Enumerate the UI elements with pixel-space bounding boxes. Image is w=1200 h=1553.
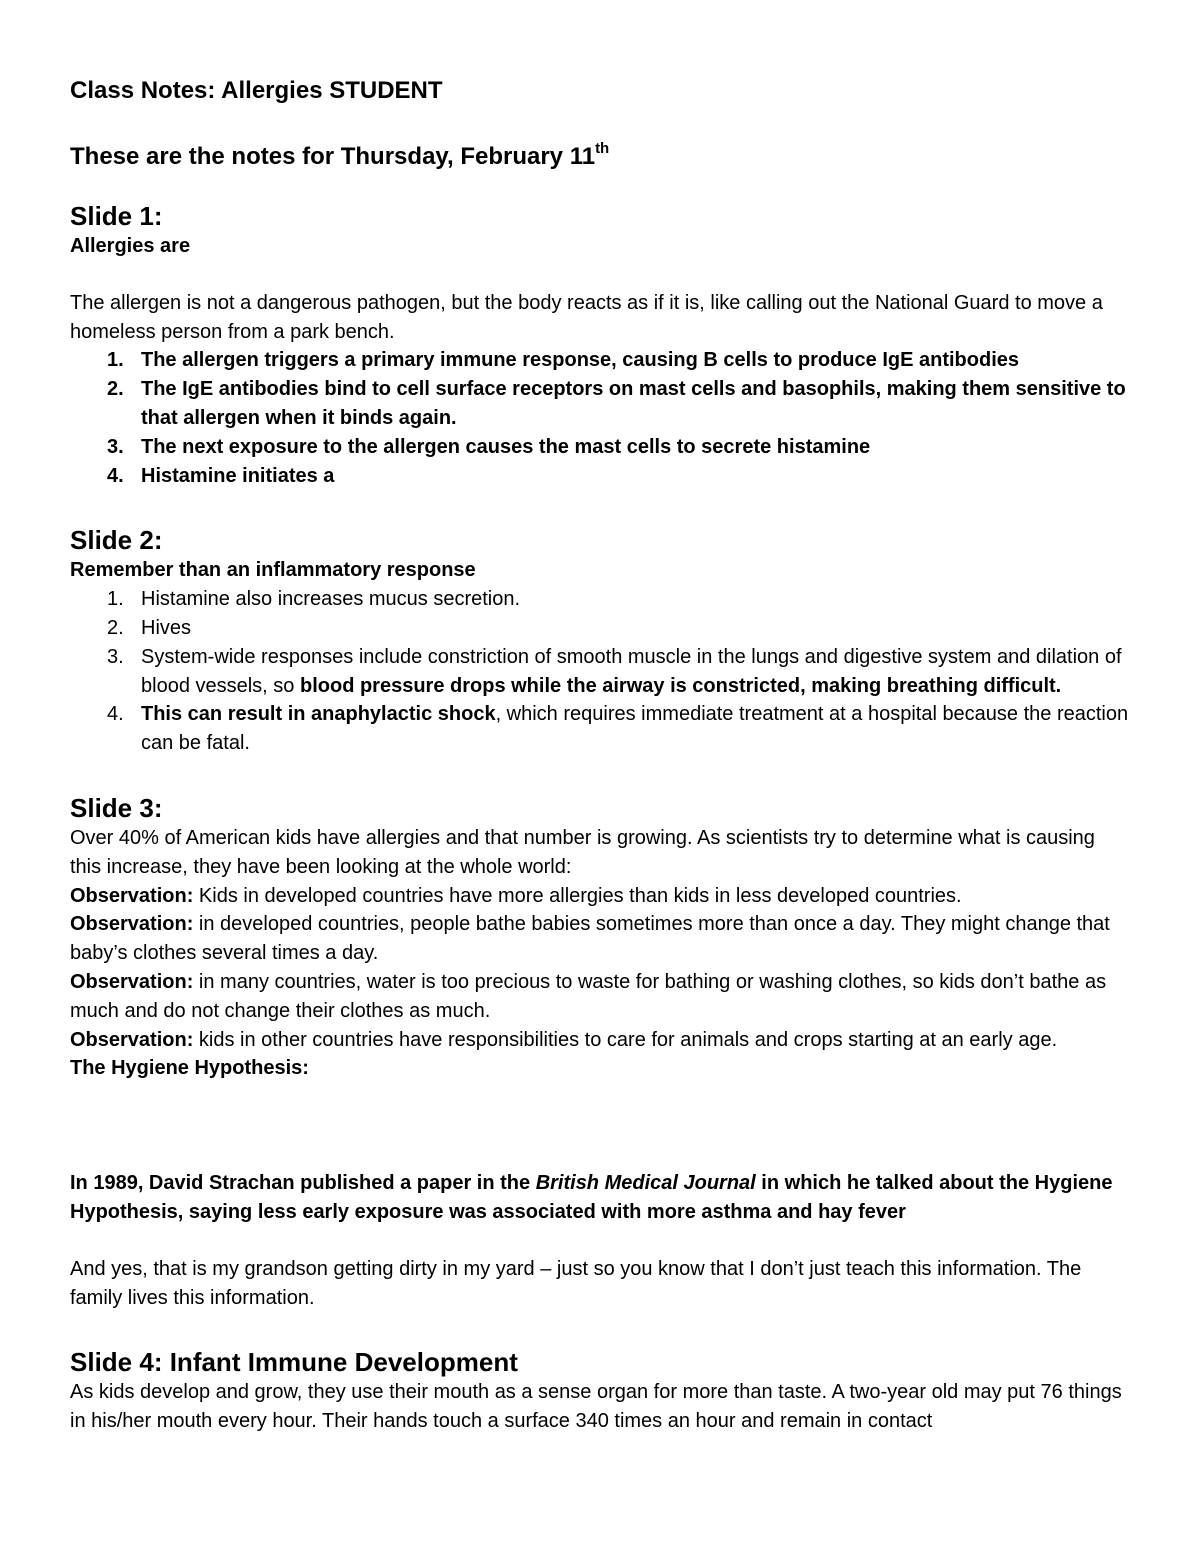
list-number: 2. xyxy=(107,616,124,639)
slide4-text: As kids develop and grow, they use their mouth as a sense organ for more than taste. A two-year old may put 76 things in his/her mouth every hour. Their hands touch a surface 340 times an hour and remain in contact xyxy=(70,1381,1122,1433)
list-number: 4. xyxy=(107,703,124,726)
list-item xyxy=(70,643,1130,701)
list-item xyxy=(70,700,1130,758)
slide1-subheading: Allergies are xyxy=(70,235,191,257)
list-text: Hives xyxy=(141,616,192,639)
list-number: 4. xyxy=(107,464,124,487)
list-text: Histamine also increases mucus secretion. xyxy=(141,588,521,611)
list-number: 1. xyxy=(107,588,124,611)
slide4-heading-label: Slide 4: xyxy=(70,1347,163,1378)
observation-text: in developed countries, people bathe babies sometimes more than once a day. They might change that baby’s clothes several times a day. xyxy=(70,913,1110,965)
hygiene-hypothesis-label: The Hygiene Hypothesis: xyxy=(70,1057,309,1080)
list-item xyxy=(70,375,1130,433)
slide2-section xyxy=(70,524,1130,758)
date-line xyxy=(70,142,1130,172)
list-number: 3. xyxy=(107,435,124,458)
list-text: System-wide responses include constriction of smooth muscle in the lungs and digestive system and dilation of blood vessels, so xyxy=(141,645,1122,697)
slide3-heading: Slide 3: xyxy=(70,792,163,823)
strachan-paragraph xyxy=(70,1169,1130,1227)
list-item xyxy=(70,433,1130,462)
observation-text: Kids in developed countries have more allergies than kids in less developed countries. xyxy=(193,884,962,907)
observation-text: kids in other countries have responsibilities to care for animals and crops starting at an early age. xyxy=(193,1028,1058,1051)
list-item xyxy=(70,346,1130,375)
list-text: , which requires immediate treatment at a hospital because the reaction can be fatal. xyxy=(141,703,1129,755)
slide1-heading: Slide 1: xyxy=(70,201,163,231)
observation-text: in many countries, water is too precious to waste for bathing or washing clothes, so kids don’t bathe as much and do not change their clothes as much. xyxy=(70,970,1107,1022)
list-number: 3. xyxy=(107,645,124,668)
list-item xyxy=(70,585,1130,614)
document-title: Class Notes: Allergies STUDENT xyxy=(70,77,443,104)
observation-line xyxy=(70,910,1130,968)
observation-line xyxy=(70,882,1130,911)
observation-label: Observation: xyxy=(70,913,194,936)
slide1-section xyxy=(70,200,1130,490)
slide3-section xyxy=(70,792,1130,1312)
list-text: The allergen triggers a primary immune response, causing B cells to produce IgE antibodies xyxy=(141,349,1020,372)
list-text-bold: blood pressure drops while the airway is constricted, making breathing difficult. xyxy=(299,674,1062,697)
slide2-heading: Slide 2: xyxy=(70,525,163,556)
observation-label: Observation: xyxy=(70,970,194,993)
list-text: Histamine initiates a xyxy=(141,464,335,487)
list-item xyxy=(70,462,1130,491)
list-text-bold: This can result in anaphylactic shock xyxy=(141,703,496,726)
list-number: 2. xyxy=(107,378,124,401)
slide2-list xyxy=(70,585,1130,758)
list-item xyxy=(70,614,1130,643)
observation-line xyxy=(70,1026,1130,1055)
slide1-list xyxy=(70,346,1130,490)
strachan-text: In 1989, David Strachan published a paper in the xyxy=(70,1172,536,1195)
grandson-paragraph: And yes, that is my grandson getting dirty in my yard – just so you know that I don’t just teach this information. The family lives this information. xyxy=(70,1257,1082,1309)
slide3-intro: Over 40% of American kids have allergies and that number is growing. As scientists try to determine what is causing this increase, they have been looking at the whole world: xyxy=(70,826,1095,878)
list-number: 1. xyxy=(107,349,124,372)
strachan-text-end: in which he talked about the Hygiene Hypothesis, saying less early exposure was associated with more asthma and hay fever xyxy=(70,1172,1113,1223)
list-text: The IgE antibodies bind to cell surface receptors on mast cells and basophils, making them sensitive to that allergen when it binds again. xyxy=(141,378,1126,429)
observation-label: Observation: xyxy=(70,884,194,907)
slide4-heading xyxy=(70,1346,1130,1378)
slide4-section xyxy=(70,1346,1130,1436)
observation-label: Observation: xyxy=(70,1028,194,1051)
date-text: These are the notes for Thursday, February 11 xyxy=(70,143,596,170)
journal-name: British Medical Journal xyxy=(535,1172,756,1195)
observation-line xyxy=(70,968,1130,1026)
date-superscript: th xyxy=(595,140,610,157)
list-text: The next exposure to the allergen causes the mast cells to secrete histamine xyxy=(141,435,871,458)
slide2-subheading: Remember than an inflammatory response xyxy=(70,559,476,582)
slide1-intro: The allergen is not a dangerous pathogen, but the body reacts as if it is, like calling out the National Guard to move a homeless person from a park bench. xyxy=(70,291,1103,343)
slide4-heading-topic: Infant Immune Development xyxy=(162,1347,518,1378)
